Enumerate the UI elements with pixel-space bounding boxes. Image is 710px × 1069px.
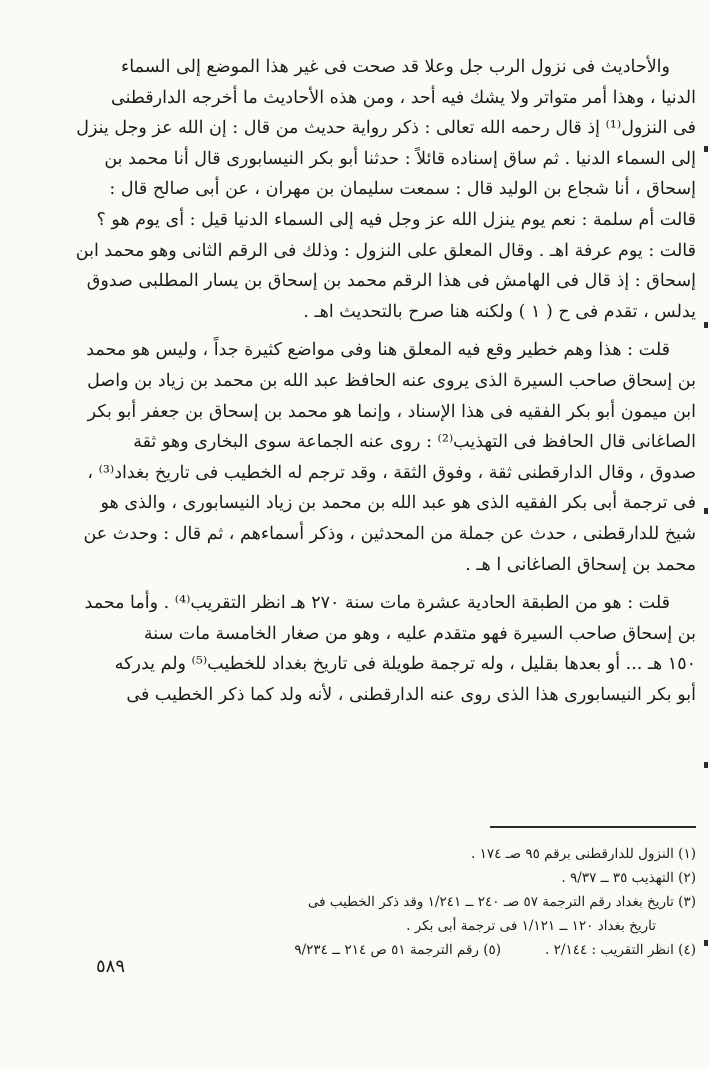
text-line: فى ترجمة أبى بكر الفقيه الذى هو عبد الله بن محمد بن زياد النيسابورى ، والذى هو [100,493,696,514]
footnote-3-continuation: تاريخ بغداد ١٢٠ ــ ١/١٢١ فى ترجمة أبى بكر . [406,918,656,934]
text-line: بن إسحاق صاحب السيرة الذى يروى عنه الحافظ عبد الله بن محمد بن زياد بن واصل [87,370,696,391]
footnote-row-4-5 [76,938,696,962]
text-line: الدنيا ، وهذا أمر متواتر ولا يشك فيه أحد ، ومن هذه الأحاديث ما أخرجه الدارقطنى [111,87,696,108]
text-line: إسحاق ، أنا شجاع بن الوليد قال : سمعت سليمان بن مهران ، عن أبى صالح قال : [109,179,696,200]
footnote-1: (١) النزول للدارقطنى برقم ٩٥ صـ ١٧٤ . [470,846,696,862]
margin-mark [704,940,708,946]
text-line: إسحاق : إذ قال فى الهامش فى هذا الرقم محمد بن إسحاق بن يسار المطلبى صدوق [86,271,696,292]
paragraph-3 [76,588,696,710]
text-line: والأحاديث فى نزول الرب جل وعلا قد صحت فى غير هذا الموضع إلى السماء [121,57,670,77]
text-line: أبو بكر النيسابورى هذا الذى روى عنه الدارقطنى ، لأنه ولد كما ذكر الخطيب فى [126,684,696,705]
footnotes [76,842,696,962]
footnote-5: (٥) رقم الترجمة ٥١ ص ٢١٤ ــ ٩/٢٣٤ [294,942,502,958]
text-line: إلى السماء الدنيا . ثم ساق إسناده قائلاً : حدثنا أبو بكر النيسابورى قال أنا محمد بن [104,148,696,169]
margin-mark [704,508,708,514]
paragraph-1 [76,52,696,327]
text-line: محمد بن إسحاق الصاغانى ا هـ . [465,554,696,575]
margin-mark [704,762,708,768]
text-line: فى النزول⁽¹⁾ إذ قال رحمه الله تعالى : ذكر رواية حديث من قال : إن الله عز وجل ينزل [76,118,696,139]
text-line: ١٥٠ هـ ... أو بعدها بقليل ، وله ترجمة طويلة فى تاريخ بغداد للخطيب⁽⁵⁾ ولم يدركه [114,654,696,675]
footnote-4: (٤) انظر التقريب : ٢/١٤٤ . [545,942,696,958]
footnote-separator [490,826,696,828]
paragraph-2 [76,335,696,580]
footnote-2: (٢) التهذيب ٣٥ ــ ٩/٣٧ . [561,870,696,886]
text-line: قلت : هو من الطبقة الحادية عشرة مات سنة ٢٧٠ هـ انظر التقريب⁽⁴⁾ . وأما محمد [84,593,670,614]
text-line: قالت : يوم عرفة اهـ . وقال المعلق على النزول : وذلك فى الرقم الثانى وهو محمد ابن [76,240,696,261]
text-line: قالت أم سلمة : نعم يوم ينزل الله عز وجل فيه إلى السماء الدنيا قيل : أى يوم هو ؟ [96,209,696,230]
text-line: ابن ميمون أبو بكر الفقيه فى هذا الإسناد ، وإنما هو محمد بن إسحاق بن جعفر أبو بكر [87,401,696,422]
text-line: قلت : هذا وهم خطير وقع فيه المعلق هنا وفى مواضع كثيرة جداً ، وليس هو محمد [86,340,670,361]
main-text [76,52,696,710]
text-line: الصاغانى قال الحافظ فى التهذيب⁽²⁾ : روى عنه الجماعة سوى البخارى وهو ثقة [133,432,696,453]
footnote-3: (٣) تاريخ بغداد رقم الترجمة ٥٧ صـ ٢٤٠ ــ ١/٢٤١ وقد ذكر الخطيب فى [307,894,696,910]
text-line: صدوق ، وقال الدارقطنى ثقة ، وفوق الثقة ، وقد ترجم له الخطيب فى تاريخ بغداد⁽³⁾ ، [87,462,696,483]
text-line: شيخ للدارقطنى ، حدث عن جملة من المحدثين ، وذكر أسماءهم ، ثم قال : وحدث عن [83,523,696,544]
margin-mark [704,322,708,328]
text-line: بن إسحاق صاحب السيرة فهو متقدم عليه ، وهو من صغار الخامسة مات سنة [143,623,696,644]
text-line: يدلس ، تقدم فى ح ( ١ ) ولكنه هنا صرح بالتحديث اهـ . [303,301,696,322]
margin-mark [704,146,708,152]
page-number: ٥٨٩ [96,956,126,977]
